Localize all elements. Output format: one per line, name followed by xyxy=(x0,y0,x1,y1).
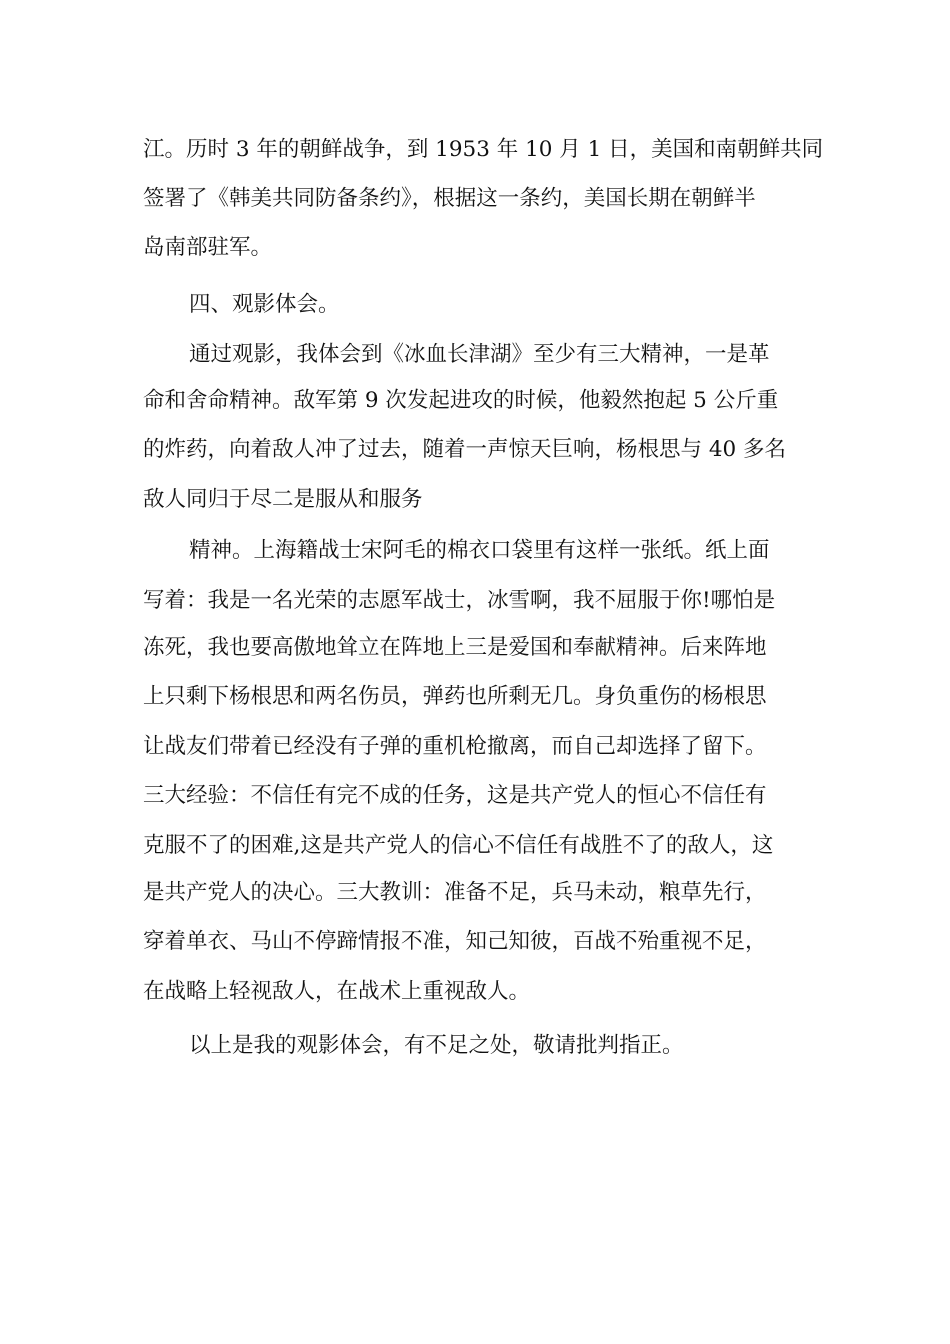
text-line: 命和舍命精神。敌军第 9 次发起进攻的时候，他毅然抱起 5 公斤重 xyxy=(143,388,779,413)
text-line: 是共产党人的决心。三大教训：准备不足，兵马未动，粮草先行， xyxy=(143,880,767,905)
text-line: 三大经验：不信任有完不成的任务，这是共产党人的恒心不信任有 xyxy=(143,783,767,808)
text-line: 穿着单衣、马山不停蹄情报不准，知己知彼，百战不殆重视不足， xyxy=(143,929,767,954)
text-line: 写着：我是一名光荣的志愿军战士，冰雪啊，我不屈服于你!哪怕是 xyxy=(143,588,776,613)
section-heading: 四、观影体会。 xyxy=(189,292,340,317)
text-line: 克服不了的困难,这是共产党人的信心不信任有战胜不了的敌人，这 xyxy=(143,833,774,858)
text-line: 上只剩下杨根思和两名伤员，弹药也所剩无几。身负重伤的杨根思 xyxy=(143,684,767,709)
text-line: 江。历时 3 年的朝鲜战争，到 1953 年 10 月 1 日，美国和南朝鲜共同 xyxy=(143,137,824,162)
text-line: 在战略上轻视敌人，在战术上重视敌人。 xyxy=(143,979,531,1004)
text-line: 岛南部驻军。 xyxy=(143,235,273,260)
text-line: 敌人同归于尽二是服从和服务 xyxy=(143,487,423,512)
text-line: 冻死，我也要高傲地耸立在阵地上三是爱国和奉献精神。后来阵地 xyxy=(143,635,767,660)
text-line: 的炸药，向着敌人冲了过去，随着一声惊天巨响，杨根思与 40 多名 xyxy=(143,437,787,462)
text-line: 精神。上海籍战士宋阿毛的棉衣口袋里有这样一张纸。纸上面 xyxy=(189,538,770,563)
text-line: 签署了《韩美共同防备条约》，根据这一条约，美国长期在朝鲜半 xyxy=(143,186,756,211)
text-line: 以上是我的观影体会，有不足之处，敬请批判指正。 xyxy=(189,1033,684,1058)
text-line: 通过观影，我体会到《冰血长津湖》至少有三大精神，一是革 xyxy=(189,342,770,367)
text-line: 让战友们带着已经没有子弹的重机枪撤离，而自己却选择了留下。 xyxy=(143,734,767,759)
